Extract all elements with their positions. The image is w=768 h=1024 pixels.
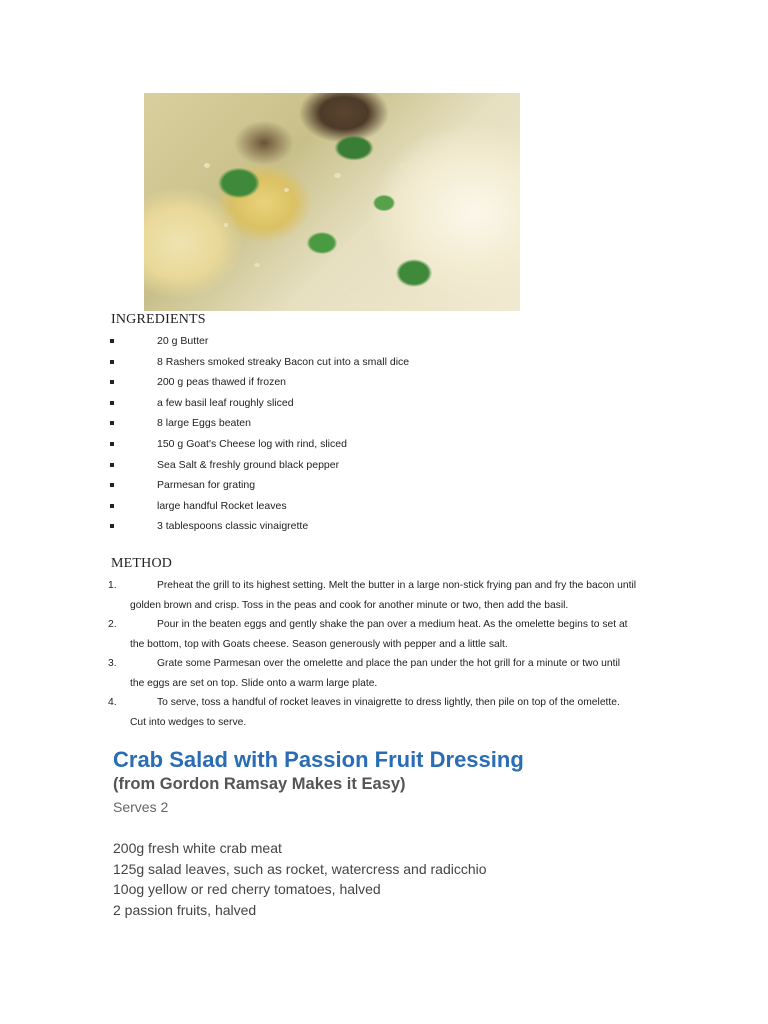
method-step bbox=[108, 654, 668, 693]
step-number: 3. bbox=[108, 658, 117, 669]
serves-text: Serves 2 bbox=[113, 799, 169, 815]
step-text-continued: the eggs are set on top. Slide onto a warm large plate. bbox=[130, 677, 378, 689]
step-text: To serve, toss a handful of rocket leaves in vinaigrette to dress lightly, then pile on top of the omelette. bbox=[157, 697, 620, 708]
method-step bbox=[108, 615, 668, 654]
method-step bbox=[108, 693, 668, 732]
step-text-continued: the bottom, top with Goats cheese. Season generously with pepper and a little salt. bbox=[130, 638, 508, 650]
bullet-icon bbox=[110, 504, 114, 508]
bullet-icon bbox=[110, 339, 114, 343]
list-item: 10og yellow or red cherry tomatoes, halved bbox=[113, 881, 381, 897]
bullet-icon bbox=[110, 524, 114, 528]
bullet-icon bbox=[110, 401, 114, 405]
list-item: 2 passion fruits, halved bbox=[113, 901, 257, 918]
step-number: 2. bbox=[108, 619, 117, 630]
step-text: Preheat the grill to its highest setting. Melt the butter in a large non-stick frying pan and fry the bacon until bbox=[157, 580, 637, 591]
bullet-icon bbox=[110, 360, 114, 364]
ingredients-heading: INGREDIENTS bbox=[111, 312, 206, 327]
bullet-icon bbox=[110, 421, 114, 425]
step-text-continued: golden brown and crisp. Toss in the peas and cook for another minute or two, then add the basil. bbox=[130, 599, 569, 611]
list-item: 200g fresh white crab meat bbox=[113, 840, 282, 856]
method-heading: METHOD bbox=[111, 556, 173, 571]
step-text: Pour in the beaten eggs and gently shake the pan over a medium heat. As the omelette begins to set at bbox=[157, 619, 628, 630]
list-item: 125g salad leaves, such as rocket, watercress and radicchio bbox=[113, 860, 487, 877]
step-number: 1. bbox=[108, 580, 117, 591]
bullet-icon bbox=[110, 483, 114, 487]
step-text: Grate some Parmesan over the omelette and place the pan under the hot grill for a minute or two until bbox=[157, 658, 621, 669]
crab-ingredients-list bbox=[113, 838, 487, 920]
step-number: 4. bbox=[108, 697, 117, 708]
bullet-icon bbox=[110, 380, 114, 384]
bullet-icon bbox=[110, 463, 114, 467]
recipe-subtitle: (from Gordon Ramsay Makes it Easy) bbox=[113, 775, 406, 793]
method-step bbox=[108, 576, 668, 615]
step-text-continued: Cut into wedges to serve. bbox=[130, 716, 247, 728]
bullet-icon bbox=[110, 442, 114, 446]
recipe-title: Crab Salad with Passion Fruit Dressing bbox=[113, 747, 524, 772]
omelette-photo bbox=[144, 93, 520, 311]
method-list bbox=[108, 576, 668, 732]
